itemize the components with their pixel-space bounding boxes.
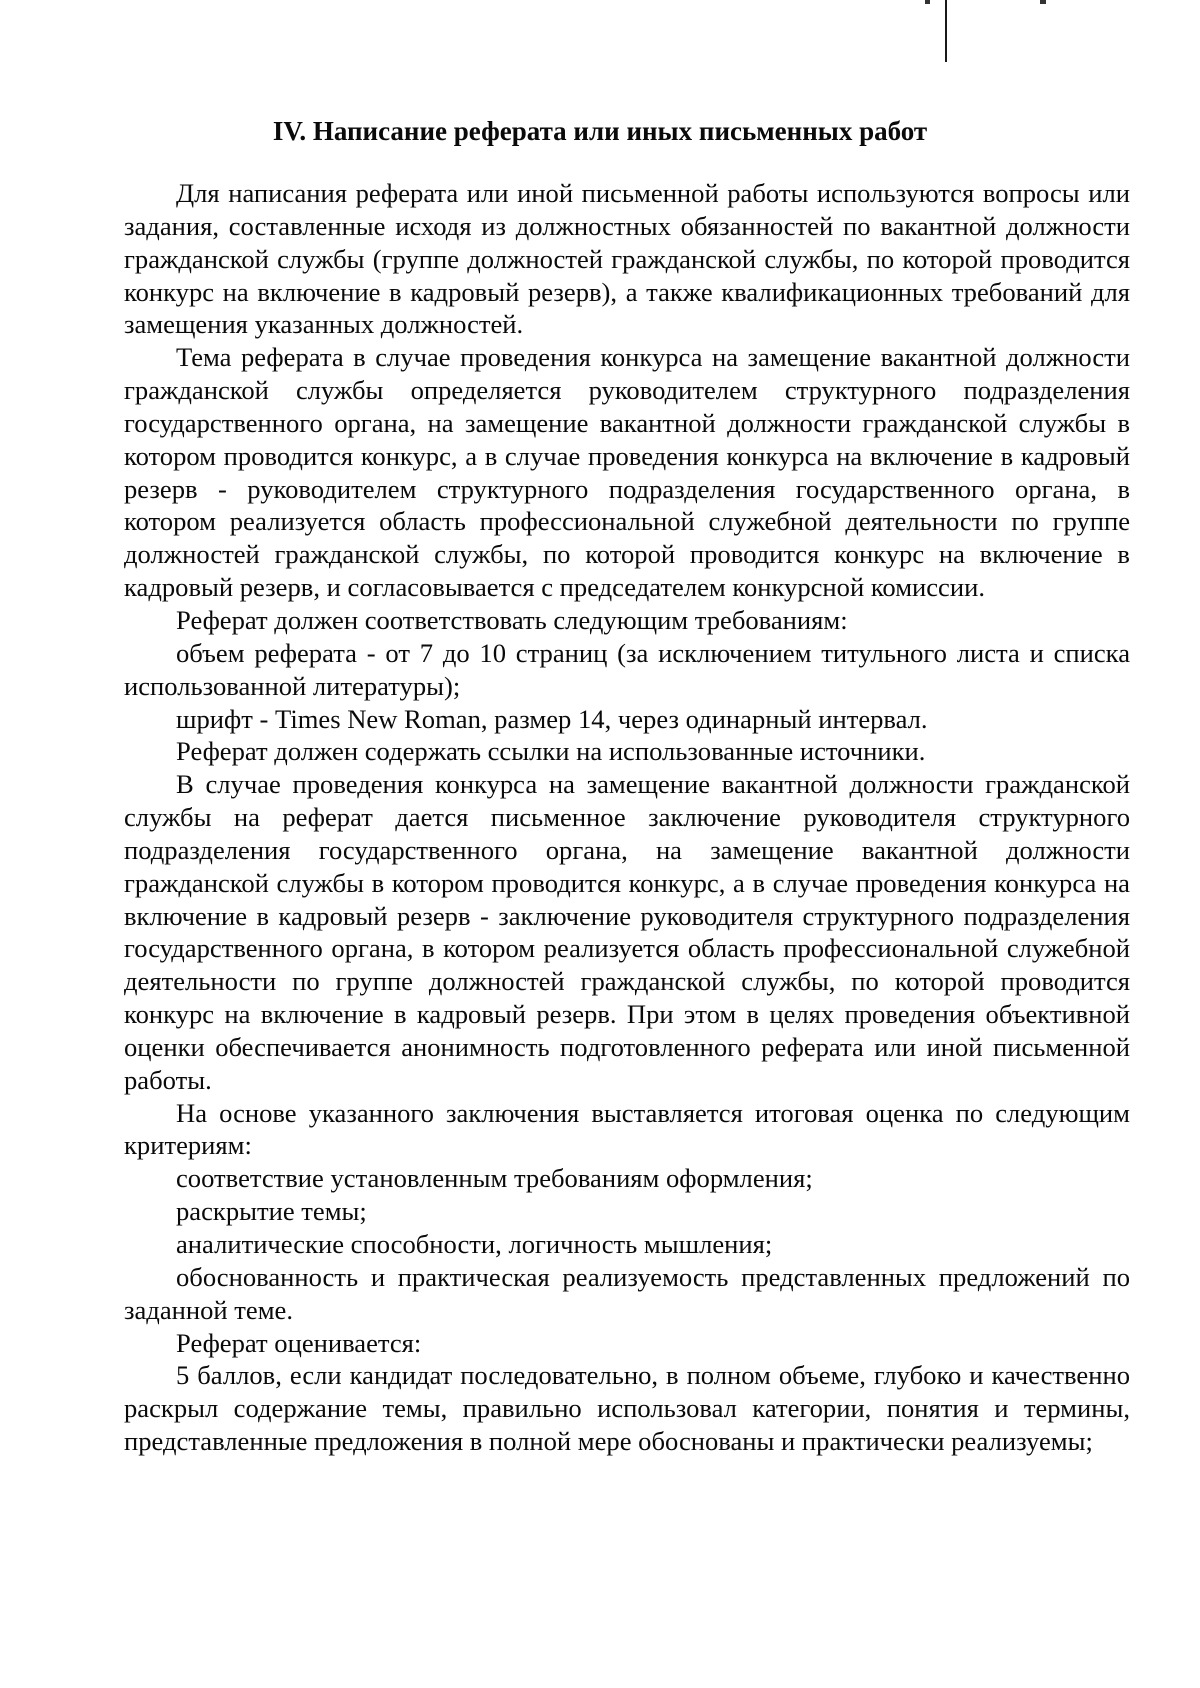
paragraph: шрифт - Times New Roman, размер 14, через одинарный интервал. [176, 703, 928, 734]
document-body [124, 177, 1130, 1458]
paragraph: аналитические способности, логичность мышления; [176, 1229, 773, 1259]
paragraph: Реферат должен содержать ссылки на использованные источники. [176, 736, 926, 767]
paragraph: В случае проведения конкурса на замещение вакантной должности гражданской службы на реферат дается письменное заключение руководителя структурного подразделения государственного органа, на замещение вакантной должности гражданской службы в котором проводится конкурс, а в случае проведения конкурса на включение в кадровый резерв - заключение руководителя структурного подразделения государственного органа, в котором реализуется область профессиональной служебной деятельности по группе должностей гражданской службы, по которой проводится конкурс на включение в кадровый резерв. При этом в целях проведения объективной оценки обеспечивается анонимность подготовленного реферата или иной письменной работы. [124, 769, 1130, 1095]
scan-artifact [945, 0, 947, 62]
paragraph: На основе указанного заключения выставляется итоговая оценка по следующим критериям: [124, 1097, 1130, 1161]
scan-artifact [925, 0, 930, 4]
paragraph: обоснованность и практическая реализуемость представленных предложений по заданной теме. [124, 1261, 1130, 1325]
paragraph: раскрытие темы; [176, 1196, 367, 1227]
paragraph: соответствие установленным требованиям оформления; [176, 1163, 813, 1194]
paragraph: Реферат должен соответствовать следующим требованиям: [176, 604, 848, 635]
scan-artifact [1040, 0, 1046, 4]
paragraph: Тема реферата в случае проведения конкурса на замещение вакантной должности гражданской службы определяется руководителем структурного подразделения государственного органа, на замещение вакантной должности гражданской службы в котором проводится конкурс, а в случае проведения конкурса на включение в кадровый резерв - руководителем структурного подразделения государственного органа, в котором реализуется область профессиональной служебной деятельности по группе должностей гражданской службы, по которой проводится конкурс на включение в кадровый резерв, и согласовывается с председателем конкурсной комиссии. [124, 342, 1130, 603]
section-title: IV. Написание реферата или иных письменных работ [272, 116, 928, 146]
paragraph: Для написания реферата или иной письменной работы используются вопросы или задания, составленные исходя из должностных обязанностей по вакантной должности гражданской службы (группе должностей гражданской службы, по которой проводится конкурс на включение в кадровый резерв), а также квалификационных требований для замещения указанных должностей. [124, 178, 1130, 340]
paragraph: Реферат оценивается: [176, 1327, 422, 1358]
paragraph: объем реферата - от 7 до 10 страниц (за исключением титульного листа и списка использованной литературы); [124, 637, 1130, 701]
paragraph: 5 баллов, если кандидат последовательно, в полном объеме, глубоко и качественно раскрыл содержание темы, правильно использовал категории, понятия и термины, представленные предложения в полной мере обоснованы и практически реализуемы; [124, 1360, 1130, 1457]
